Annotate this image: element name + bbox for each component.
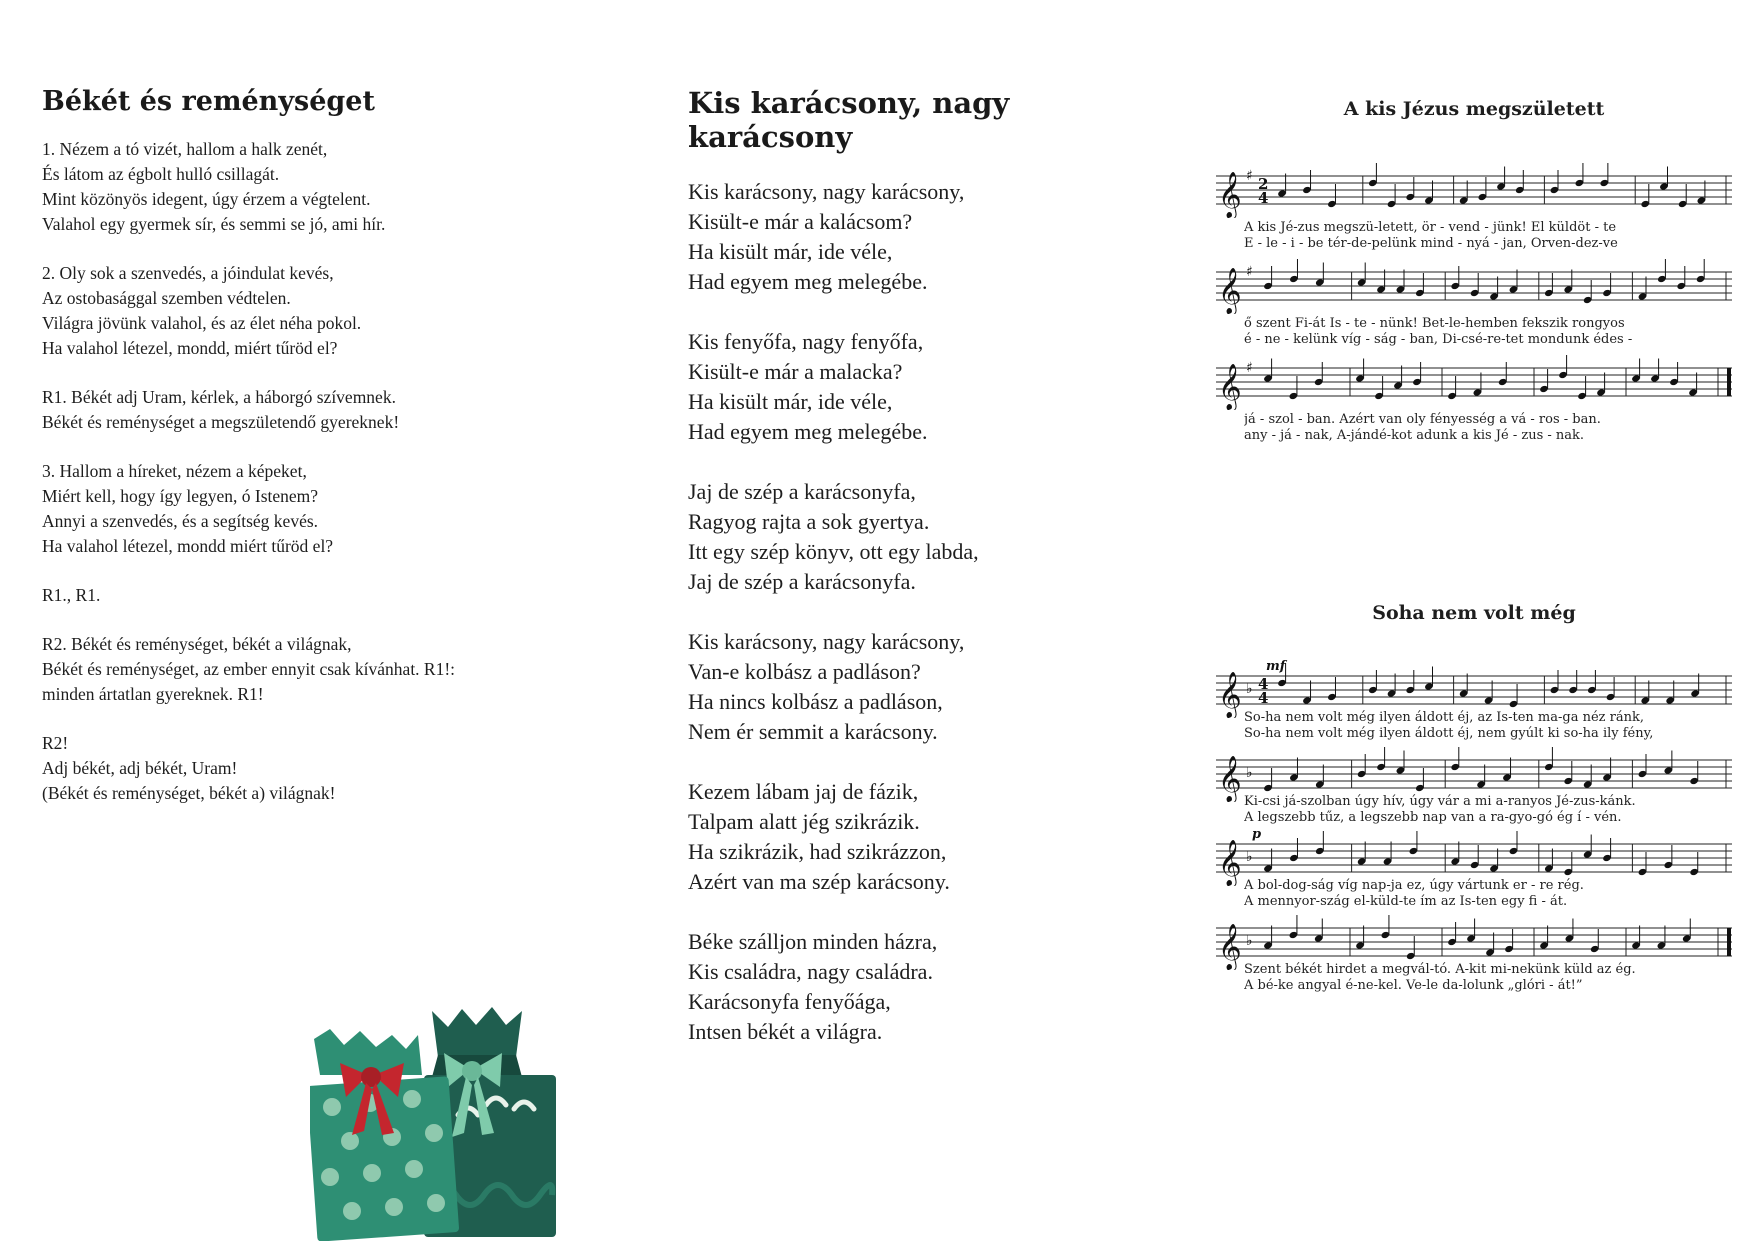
lyrics-verse-2: A bé-ke angyal é-ne-kel. Ve-le da-lolunk „glóri - át!” <box>1244 978 1583 993</box>
lyrics-verse-2: E - le - i - be tér-de-pelünk mind - nyá - jan, Örven-dez-ve <box>1244 236 1618 251</box>
lyrics-verse-2: A legszebb tűz, a legszebb nap van a ra-gyo-gó ég í - vén. <box>1244 810 1622 825</box>
refrain-repeat <box>42 583 642 608</box>
flat-icon: ♭ <box>1246 681 1253 697</box>
lyrics-verse-1: Szent békét hirdet a megvál-tó. A-kit mi-nekünk küld az ég. <box>1244 962 1636 977</box>
music-staff <box>1212 158 1736 218</box>
lyric-line: (Békét és reménységet, békét a) világnak! <box>42 783 336 803</box>
song-title: Kis karácsony, nagy karácsony <box>688 86 1010 154</box>
music-system <box>1212 742 1736 802</box>
sharp-icon: ♯ <box>1246 360 1253 376</box>
stanza <box>688 627 1158 747</box>
time-signature: 4 <box>1258 675 1269 693</box>
lyrics-verse-1: Ki-csi já-szolban úgy hív, úgy vár a mi a-ranyos Jé-zus-kánk. <box>1244 794 1636 809</box>
stanza <box>688 927 1158 1047</box>
lyric-line: Ha kisült már, ide véle, <box>688 239 893 264</box>
lyric-line: R2. Békét és reménységet, békét a világnak, <box>42 634 352 654</box>
music-system <box>1212 910 1736 970</box>
lyric-line: Mint közönyös idegent, úgy érzem a végtelent. <box>42 189 371 209</box>
lyrics-verse-1: So-ha nem volt még ilyen áldott éj, az Is-ten ma-ga néz ránk, <box>1244 710 1644 725</box>
music-system <box>1212 350 1736 410</box>
stanza <box>688 477 1158 597</box>
lyric-line: Van-e kolbász a padláson? <box>688 659 921 684</box>
lyric-line: Kisült-e már a kalácsom? <box>688 209 913 234</box>
lyric-line: Kis fenyőfa, nagy fenyőfa, <box>688 329 924 354</box>
lyric-line: Miért kell, hogy így legyen, ó Istenem? <box>42 486 319 506</box>
music-system <box>1212 158 1736 218</box>
lyric-line: Ha nincs kolbász a padláson, <box>688 689 943 714</box>
music-staff <box>1212 658 1736 718</box>
lyric-line: Világra jövünk valahol, és az élet néha pokol. <box>42 313 362 333</box>
song-title: Békét és reménységet <box>42 86 375 117</box>
sheet-music-column <box>1212 92 1736 1012</box>
treble-clef-icon: 𝄞 <box>1218 672 1242 718</box>
lyric-line: Azért van ma szép karácsony. <box>688 869 950 894</box>
flat-icon: ♭ <box>1246 933 1253 949</box>
lyric-line: Az ostobasággal szemben védtelen. <box>42 288 291 308</box>
gift-bags-icon <box>310 1005 580 1241</box>
music-system <box>1212 826 1736 886</box>
lyrics-verse-1: A kis Jé-zus megszü-letett, ör - vend - jünk! El küldöt - te <box>1244 220 1617 235</box>
stanza <box>42 459 642 559</box>
song-column-1 <box>42 86 642 830</box>
lyric-line: Ha szikrázik, had szikrázzon, <box>688 839 947 864</box>
song-column-2 <box>688 86 1158 1077</box>
sharp-icon: ♯ <box>1246 168 1253 184</box>
music-staff <box>1212 350 1736 410</box>
lyric-line: Jaj de szép a karácsonyfa. <box>688 569 916 594</box>
treble-clef-icon: 𝄞 <box>1218 364 1242 410</box>
lyric-line: R2! <box>42 733 69 753</box>
lyrics-verse-1: ő szent Fi-át Is - te - nünk! Bet-le-hemben fekszik rongyos <box>1244 316 1625 331</box>
song-lyrics <box>42 137 642 806</box>
lyrics-verse-2: A mennyor-szág el-küld-te ím az Is-ten egy fi - át. <box>1244 894 1568 909</box>
treble-clef-icon: 𝄞 <box>1218 924 1242 970</box>
stanza <box>42 731 642 806</box>
lyric-line: Kis karácsony, nagy karácsony, <box>688 179 965 204</box>
lyric-line: Kis karácsony, nagy karácsony, <box>688 629 965 654</box>
lyric-line: Békét és reménységet a megszületendő gyereknek! <box>42 412 400 432</box>
time-signature: 4 <box>1258 189 1269 207</box>
lyric-line: Ha kisült már, ide véle, <box>688 389 893 414</box>
lyric-line: Annyi a szenvedés, és a segítség kevés. <box>42 511 319 531</box>
music-staff <box>1212 742 1736 802</box>
refrain <box>42 385 642 435</box>
lyric-line: R1., R1. <box>42 585 101 605</box>
lyric-line: 3. Hallom a híreket, nézem a képeket, <box>42 461 307 481</box>
lyrics-verse-1: já - szol - ban. Azért van oly fényesség a vá - ros - ban. <box>1244 412 1601 427</box>
lyric-line: Kisült-e már a malacka? <box>688 359 903 384</box>
lyric-line: Ha valahol létezel, mondd, miért tűröd el? <box>42 338 338 358</box>
lyric-line: Had egyem meg melegébe. <box>688 269 928 294</box>
treble-clef-icon: 𝄞 <box>1218 268 1242 314</box>
dynamic-marking: p <box>1252 827 1262 842</box>
lyric-line: R1. Békét adj Uram, kérlek, a háborgó szívemnek. <box>42 387 396 407</box>
flat-icon: ♭ <box>1246 849 1253 865</box>
treble-clef-icon: 𝄞 <box>1218 840 1242 886</box>
lyric-line: Itt egy szép könyv, ott egy labda, <box>688 539 979 564</box>
lyric-line: Béke szálljon minden házra, <box>688 929 938 954</box>
lyric-line: Valahol egy gyermek sír, és semmi se jó, ami hír. <box>42 214 386 234</box>
stanza <box>42 137 642 237</box>
stanza <box>42 261 642 361</box>
treble-clef-icon: 𝄞 <box>1218 172 1242 218</box>
lyric-line: Kis családra, nagy családra. <box>688 959 933 984</box>
lyric-line: És látom az égbolt hulló csillagát. <box>42 164 280 184</box>
lyric-line: Ragyog rajta a sok gyertya. <box>688 509 930 534</box>
lyric-line: Jaj de szép a karácsonyfa, <box>688 479 916 504</box>
lyric-line: Intsen békét a világra. <box>688 1019 883 1044</box>
music-staff <box>1212 826 1736 886</box>
lyric-line: Talpam alatt jég szikrázik. <box>688 809 920 834</box>
lyrics-verse-2: é - ne - kelünk víg - ság - ban, Di-csé-re-tet mondunk édes - <box>1244 332 1633 347</box>
lyric-line: Had egyem meg melegébe. <box>688 419 928 444</box>
score-title: A kis Jézus megszületett <box>1343 98 1605 120</box>
lyric-line: Ha valahol létezel, mondd miért tűröd el? <box>42 536 334 556</box>
lyric-line: Karácsonyfa fenyőága, <box>688 989 891 1014</box>
song-lyrics <box>688 177 1158 1047</box>
stanza <box>688 177 1158 297</box>
lyrics-verse-1: A bol-dog-ság víg nap-ja ez, úgy vártunk er - re rég. <box>1244 878 1584 893</box>
lyric-line: Békét és reménységet, az ember ennyit csak kívánhat. R1!: <box>42 659 456 679</box>
music-staff <box>1212 910 1736 970</box>
music-staff <box>1212 254 1736 314</box>
lyric-line: Nem ér semmit a karácsony. <box>688 719 938 744</box>
music-system <box>1212 254 1736 314</box>
lyric-line: Kezem lábam jaj de fázik, <box>688 779 919 804</box>
score-title: Soha nem volt még <box>1372 602 1576 624</box>
stanza <box>688 327 1158 447</box>
lyric-line: minden ártatlan gyereknek. R1! <box>42 684 264 704</box>
treble-clef-icon: 𝄞 <box>1218 756 1242 802</box>
flat-icon: ♭ <box>1246 765 1253 781</box>
sharp-icon: ♯ <box>1246 264 1253 280</box>
lyric-line: 2. Oly sok a szenvedés, a jóindulat kevés, <box>42 263 334 283</box>
lyric-line: Adj békét, adj békét, Uram! <box>42 758 238 778</box>
dynamic-marking: mf <box>1266 659 1286 674</box>
lyrics-verse-2: any - já - nak, A-jándé-kot adunk a kis Jé - zus - nak. <box>1244 428 1585 443</box>
refrain <box>42 632 642 707</box>
stanza <box>688 777 1158 897</box>
time-signature: 2 <box>1258 175 1269 193</box>
time-signature: 4 <box>1258 689 1269 707</box>
music-system <box>1212 658 1736 718</box>
lyrics-verse-2: So-ha nem volt még ilyen áldott éj, nem gyúlt ki so-ha ily fény, <box>1244 726 1654 741</box>
lyric-line: 1. Nézem a tó vizét, hallom a halk zenét, <box>42 139 328 159</box>
